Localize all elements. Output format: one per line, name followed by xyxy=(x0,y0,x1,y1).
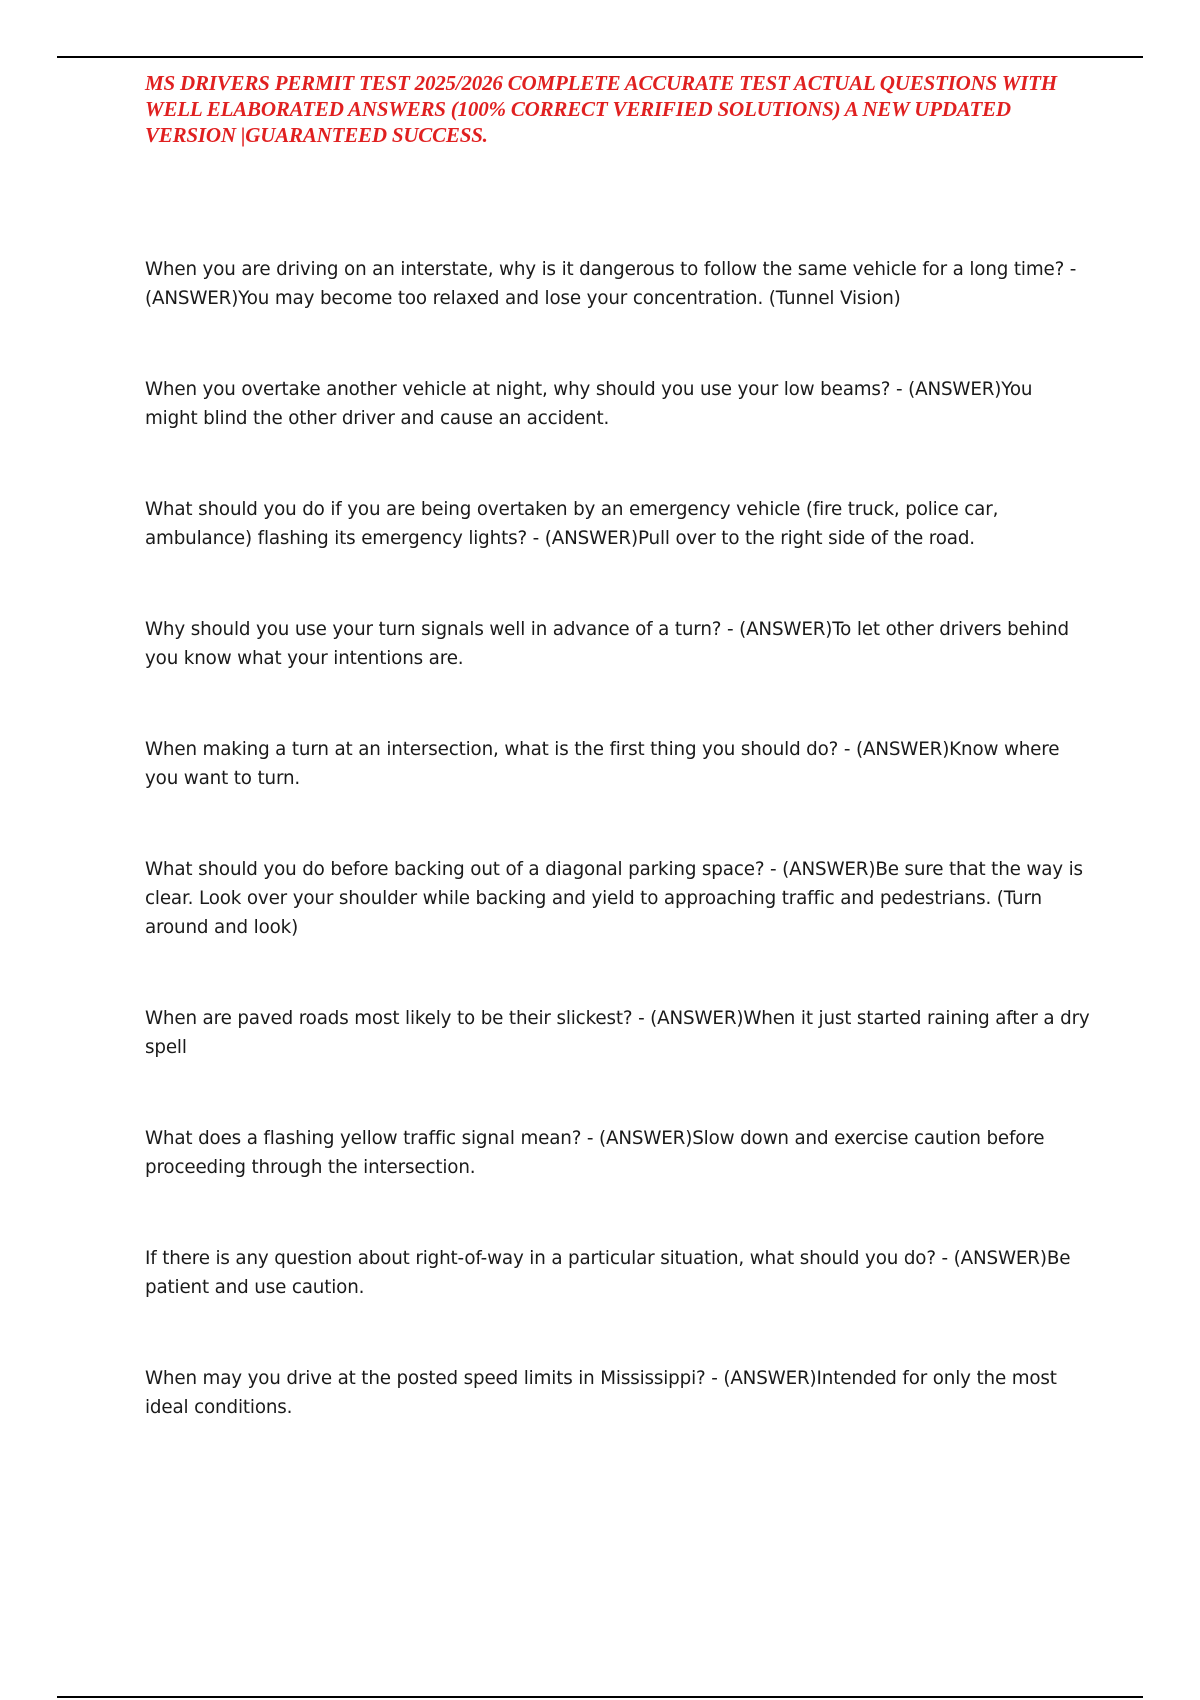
qa-item: When you are driving on an interstate, why is it dangerous to follow the same vehicle for a long time? - (ANSWER)You may become too relaxed and lose your concentration. (Tunnel Vision) xyxy=(145,259,1077,309)
qa-item: When making a turn at an intersection, what is the first thing you should do? - (ANSWER)Know where you want to turn. xyxy=(145,739,1060,789)
qa-item: What does a flashing yellow traffic signal mean? - (ANSWER)Slow down and exercise caution before proceeding through the intersection. xyxy=(145,1128,1045,1178)
qa-item: When may you drive at the posted speed limits in Mississippi? - (ANSWER)Intended for only the most ideal conditions. xyxy=(145,1368,1057,1418)
qa-item: What should you do before backing out of a diagonal parking space? - (ANSWER)Be sure that the way is clear. Look over your shoulder while backing and yield to approaching traffic and pedestrians. (Turn around and look) xyxy=(145,859,1083,938)
qa-item: When you overtake another vehicle at night, why should you use your low beams? - (ANSWER)You might blind the other driver and cause an accident. xyxy=(145,379,1033,429)
qa-list xyxy=(145,255,1090,1422)
qa-item: When are paved roads most likely to be their slickest? - (ANSWER)When it just started raining after a dry spell xyxy=(145,1008,1090,1058)
top-rule xyxy=(57,56,1143,58)
qa-item: If there is any question about right-of-way in a particular situation, what should you do? - (ANSWER)Be patient and use caution. xyxy=(145,1248,1071,1298)
bottom-rule xyxy=(57,1696,1143,1698)
qa-item: What should you do if you are being overtaken by an emergency vehicle (fire truck, police car, ambulance) flashing its emergency lights? - (ANSWER)Pull over to the right side of the road. xyxy=(145,499,999,549)
qa-item: Why should you use your turn signals well in advance of a turn? - (ANSWER)To let other drivers behind you know what your intentions are. xyxy=(145,619,1069,669)
document-title: MS DRIVERS PERMIT TEST 2025/2026 COMPLETE ACCURATE TEST ACTUAL QUESTIONS WITH WELL ELABORATED ANSWERS (100% CORRECT VERIFIED SOLUTIONS) A NEW UPDATED VERSION |GUARANTEED SUCCESS. xyxy=(145,71,1057,147)
